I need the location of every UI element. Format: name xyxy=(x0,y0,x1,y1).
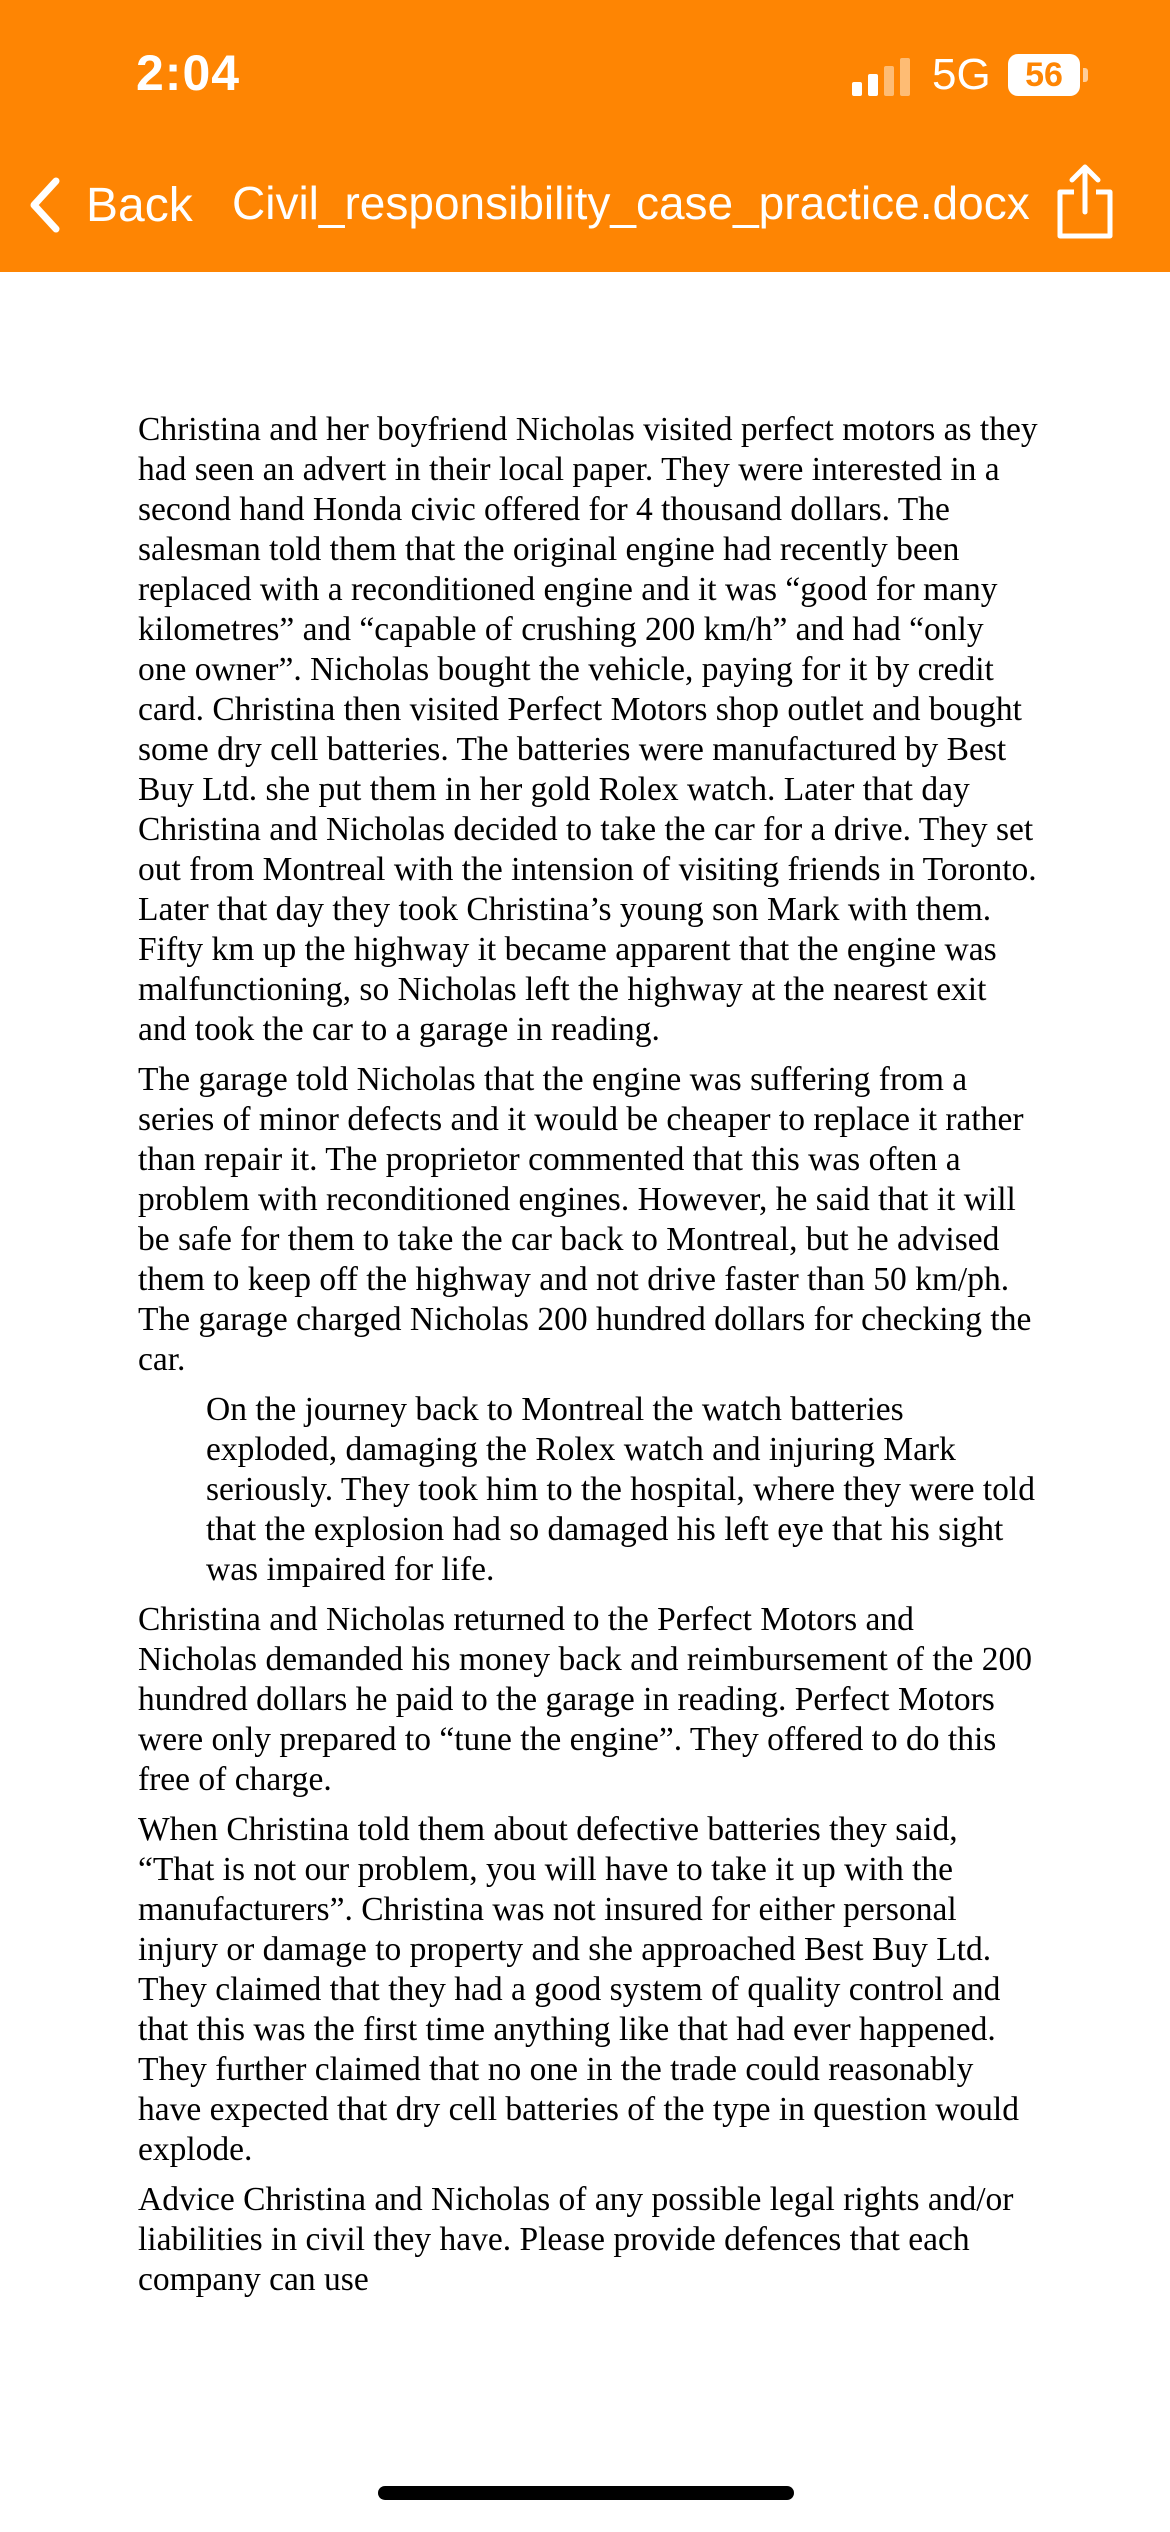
document-paragraph: Christina and her boyfriend Nicholas visited perfect motors as they had seen an advert in their local paper. They were interested in a second hand Honda civic offered for 4 thousand dollars. The salesman told them that the original engine had recently been replaced with a reconditioned engine and it was “good for many kilometres” and “capable of crushing 200 km/h” and had “only one owner”. Nicholas bought the vehicle, paying for it by credit card. Christina then visited Perfect Motors shop outlet and bought some dry cell batteries. The batteries were manufactured by Best Buy Ltd. she put them in her gold Rolex watch. Later that day Christina and Nicholas decided to take the car for a drive. They set out from Montreal with the intension of visiting friends in Toronto. Later that day they took Christina’s young son Mark with them. Fifty km up the highway it became apparent that the engine was malfunctioning, so Nicholas left the highway at the nearest exit and took the car to a garage in reading. xyxy=(138,411,1038,1048)
status-time: 2:04 xyxy=(136,45,241,101)
back-label: Back xyxy=(86,178,193,232)
share-icon[interactable] xyxy=(1054,162,1116,242)
document-paragraph: Advice Christina and Nicholas of any possible legal rights and/or liabilities in civil they have. Please provide defences that each company can use xyxy=(138,2181,1014,2298)
document-paragraph: On the journey back to Montreal the watch batteries exploded, damaging the Rolex watch and injuring Mark seriously. They took him to the hospital, where they were told that the explosion had so damaged his left eye that his sight was impaired for life. xyxy=(206,1391,1035,1588)
document-title: Civil_responsibility_case_practice.docx xyxy=(232,177,1030,229)
document-body xyxy=(138,410,1038,2310)
battery-icon xyxy=(1008,54,1088,96)
signal-icon xyxy=(852,58,916,96)
document-paragraph: When Christina told them about defective batteries they said, “That is not our problem, you will have to take it up with the manufacturers”. Christina was not insured for either personal injury or damage to property and she approached Best Buy Ltd. They claimed that they had a good system of quality control and that this was the first time anything like that had ever happened. They further claimed that no one in the trade could reasonably have expected that dry cell batteries of the type in question would explode. xyxy=(138,1811,1019,2168)
document-paragraph: The garage told Nicholas that the engine was suffering from a series of minor defects and it would be cheaper to replace it rather than repair it. The proprietor commented that this was often a problem with reconditioned engines. However, he said that it will be safe for them to take the car back to Montreal, but he advised them to keep off the highway and not drive faster than 50 km/ph. The garage charged Nicholas 200 hundred dollars for checking the car. xyxy=(138,1061,1032,1378)
chevron-left-icon xyxy=(26,175,64,235)
network-type: 5G xyxy=(932,50,991,99)
document-paragraph: Christina and Nicholas returned to the Perfect Motors and Nicholas demanded his money back and reimbursement of the 200 hundred dollars he paid to the garage in reading. Perfect Motors were only prepared to “tune the engine”. They offered to do this free of charge. xyxy=(138,1601,1033,1798)
home-indicator[interactable] xyxy=(378,2486,794,2500)
battery-percent: 56 xyxy=(1025,56,1063,94)
header-bar xyxy=(0,0,1170,272)
back-button[interactable] xyxy=(26,170,193,240)
